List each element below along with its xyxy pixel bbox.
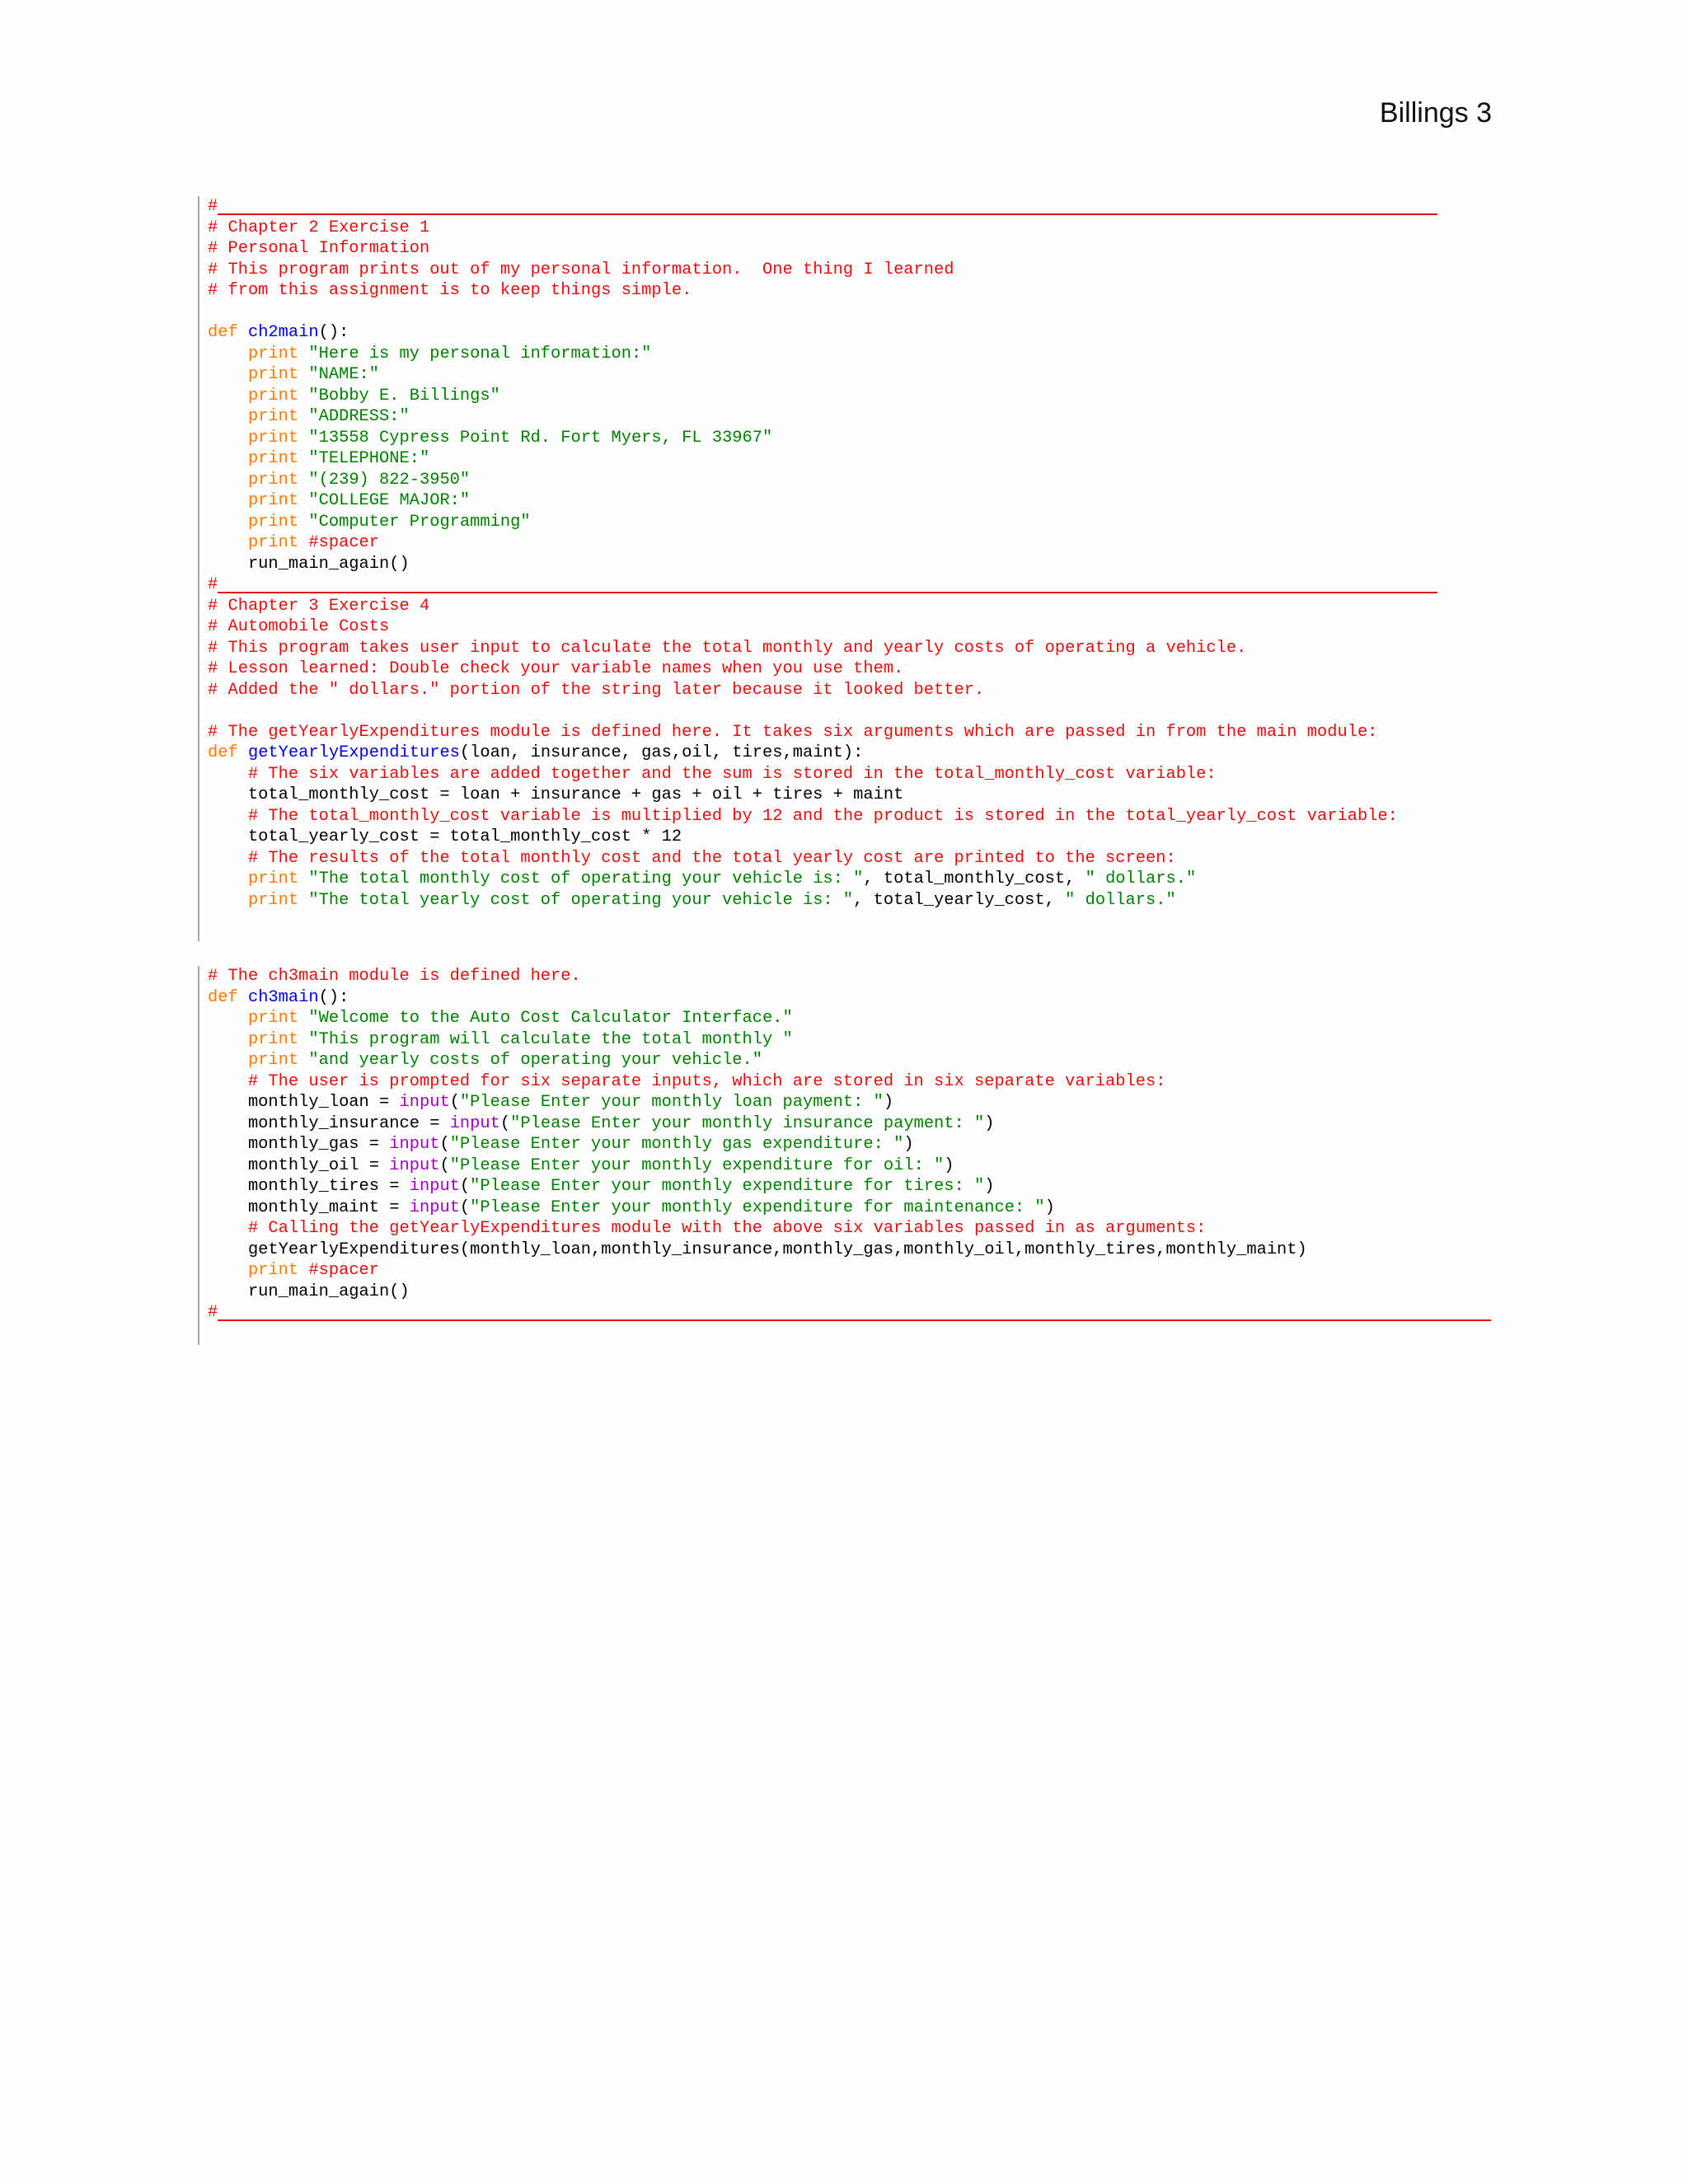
code-line <box>208 280 1485 302</box>
code-token: "TELEPHONE:" <box>308 449 430 468</box>
code-token <box>208 429 248 448</box>
code-token: input <box>389 1135 440 1154</box>
code-line <box>208 638 1485 659</box>
code-token: # <box>208 1303 218 1322</box>
code-line <box>208 616 1485 638</box>
code-token <box>208 344 248 363</box>
code-token: "Please Enter your monthly expenditure for tires: " <box>470 1177 985 1196</box>
code-line <box>208 1113 1485 1135</box>
code-line <box>208 848 1485 869</box>
code-token <box>208 849 248 868</box>
code-token: "The total yearly cost of operating your vehicle is: " <box>308 890 854 910</box>
code-token <box>208 513 248 532</box>
code-token: monthly_loan = <box>208 1093 400 1112</box>
code-line <box>208 701 1485 722</box>
code-line <box>208 869 1485 890</box>
code-token: "Please Enter your monthly insurance payment: " <box>510 1113 985 1133</box>
code-token: (loan, insurance, gas,oil, tires,maint): <box>459 743 864 762</box>
code-token: ( <box>439 1155 450 1175</box>
comment-divider-rule <box>218 592 1437 593</box>
code-line <box>208 218 1485 239</box>
code-token: (): <box>318 987 349 1007</box>
code-token: "The total monthly cost of operating your vehicle is: " <box>308 869 864 888</box>
code-line <box>208 532 1485 554</box>
code-token: input <box>449 1113 500 1133</box>
code-token: monthly_maint = <box>208 1197 410 1217</box>
code-token: run_main_again() <box>208 1282 410 1301</box>
code-token: # The getYearlyExpenditures module is defined here. It takes six arguments which are passed in from the main module: <box>208 722 1378 742</box>
code-line <box>208 470 1485 491</box>
code-line <box>208 596 1485 617</box>
code-token: "Please Enter your monthly loan payment: " <box>459 1093 884 1112</box>
code-line <box>208 1197 1485 1219</box>
code-token: monthly_insurance = <box>208 1113 450 1133</box>
code-token: input <box>389 1155 440 1175</box>
code-token: "Please Enter your monthly expenditure for maintenance: " <box>470 1197 1045 1217</box>
code-line <box>208 322 1485 344</box>
code-token: ch2main <box>247 323 319 342</box>
code-token <box>208 807 248 826</box>
code-token <box>208 765 248 784</box>
code-token: def <box>208 987 248 1007</box>
code-token: ( <box>439 1135 450 1154</box>
code-token: # <box>208 575 218 594</box>
code-token: # The results of the total monthly cost and the total yearly cost are printed to the screen: <box>247 848 1176 868</box>
code-token: ) <box>883 1093 894 1112</box>
code-line <box>208 764 1485 785</box>
code-token: getYearlyExpenditures(monthly_loan,monthly_insurance,monthly_gas,monthly_oil,monthly_tires,monthly_maint) <box>208 1240 1307 1259</box>
code-line <box>208 785 1485 806</box>
code-token <box>208 1219 248 1238</box>
code-token: ) <box>944 1155 954 1175</box>
code-line <box>208 1240 1485 1261</box>
code-line <box>208 1260 1485 1282</box>
code-token: print <box>247 869 309 888</box>
code-line <box>208 680 1485 701</box>
code-token: "(239) 822-3950" <box>308 470 471 490</box>
code-token <box>208 1009 248 1028</box>
code-token: # from this assignment is to keep things simple. <box>208 281 692 300</box>
code-line <box>208 448 1485 470</box>
code-token: print <box>247 890 309 910</box>
code-line <box>208 1176 1485 1197</box>
code-line <box>208 658 1485 680</box>
code-token: print <box>247 386 309 405</box>
code-line <box>208 428 1485 449</box>
code-line <box>208 364 1485 386</box>
code-token: "Here is my personal information:" <box>308 344 652 363</box>
code-block-2 <box>198 966 1485 1345</box>
code-token: # Added the " dollars." portion of the string later because it looked better. <box>208 680 985 700</box>
code-token: "Please Enter your monthly gas expenditure: " <box>449 1135 904 1154</box>
code-token: # The six variables are added together and the sum is stored in the total_monthly_cost variable: <box>247 764 1217 784</box>
code-token: , total_monthly_cost, <box>863 869 1085 888</box>
code-token: print <box>247 470 309 490</box>
code-line <box>208 1218 1485 1240</box>
code-token: # This program takes user input to calculate the total monthly and yearly costs of operating a vehicle. <box>208 638 1247 658</box>
code-token: total_yearly_cost = total_monthly_cost * 12 <box>208 827 682 846</box>
code-line <box>208 1134 1485 1155</box>
code-token <box>208 491 248 510</box>
code-line <box>208 490 1485 512</box>
code-token <box>208 387 248 405</box>
code-token: "NAME:" <box>308 365 380 384</box>
code-token: ) <box>1044 1197 1055 1217</box>
code-token <box>208 471 248 490</box>
code-token: # Personal Information <box>208 239 430 258</box>
code-line <box>208 1092 1485 1113</box>
code-line <box>208 512 1485 533</box>
code-token <box>208 1030 248 1049</box>
code-token <box>208 449 248 468</box>
code-line <box>208 1008 1485 1029</box>
code-line <box>208 1071 1485 1093</box>
code-token: run_main_again() <box>208 554 410 574</box>
code-token: # Automobile Costs <box>208 617 390 636</box>
code-line <box>208 1282 1485 1303</box>
page-header: Billings 3 <box>1379 97 1492 129</box>
code-listing <box>199 196 1485 911</box>
code-block-1 <box>198 196 1485 941</box>
code-line <box>208 260 1485 281</box>
code-token: monthly_oil = <box>208 1155 390 1175</box>
code-token: print <box>247 1051 309 1070</box>
code-token: # Calling the getYearlyExpenditures module with the above six variables passed in as arguments: <box>247 1219 1207 1238</box>
code-token: #spacer <box>308 1261 380 1280</box>
code-token: "Bobby E. Billings" <box>308 386 500 405</box>
code-token: ( <box>499 1113 511 1133</box>
code-token: "13558 Cypress Point Rd. Fort Myers, FL 33967" <box>308 428 773 448</box>
code-token: print <box>247 533 309 552</box>
comment-divider-rule <box>218 213 1437 215</box>
code-line <box>208 987 1485 1009</box>
code-token <box>208 407 248 426</box>
code-token: print <box>247 512 309 532</box>
code-token: " dollars." <box>1085 869 1197 888</box>
code-token: # The ch3main module is defined here. <box>208 967 581 986</box>
code-token: print <box>247 449 309 468</box>
code-token: "This program will calculate the total monthly " <box>308 1029 793 1049</box>
code-token: ) <box>984 1177 995 1196</box>
code-token: " dollars." <box>1065 890 1176 910</box>
code-token: # Chapter 2 Exercise 1 <box>208 218 430 237</box>
code-token: input <box>409 1177 460 1196</box>
code-line <box>208 1050 1485 1071</box>
code-token: , total_yearly_cost, <box>853 890 1066 910</box>
code-line <box>208 743 1485 764</box>
code-line <box>208 890 1485 912</box>
code-token: def <box>208 743 248 762</box>
code-token: input <box>399 1093 450 1112</box>
code-token <box>208 365 248 384</box>
code-token <box>208 1051 248 1070</box>
code-token: print <box>247 1029 309 1049</box>
code-line <box>208 722 1485 743</box>
code-token: "Computer Programming" <box>308 512 531 532</box>
code-token: print <box>247 1261 309 1280</box>
code-token: ch3main <box>247 987 319 1007</box>
code-token <box>208 533 248 552</box>
code-token: "ADDRESS:" <box>308 407 410 426</box>
code-token: monthly_gas = <box>208 1135 390 1154</box>
comment-divider-rule <box>218 1319 1491 1321</box>
code-token: print <box>247 428 309 448</box>
code-token: # This program prints out of my personal information. One thing I learned <box>208 260 954 279</box>
code-token: "and yearly costs of operating your vehicle." <box>308 1051 763 1070</box>
code-token: print <box>247 344 309 363</box>
code-token <box>208 869 248 888</box>
code-token: print <box>247 365 309 384</box>
code-line <box>208 406 1485 428</box>
code-line <box>208 302 1485 323</box>
code-token: # <box>208 197 218 216</box>
code-line <box>208 574 1485 596</box>
code-token: (): <box>318 323 349 342</box>
code-line <box>208 344 1485 365</box>
code-token: "Welcome to the Auto Cost Calculator Interface." <box>308 1009 793 1028</box>
code-token: ( <box>459 1197 471 1217</box>
code-line <box>208 1155 1485 1177</box>
code-token: def <box>208 323 248 342</box>
code-token: # Lesson learned: Double check your variable names when you use them. <box>208 659 904 678</box>
code-token: ) <box>984 1113 995 1133</box>
code-token: monthly_tires = <box>208 1177 410 1196</box>
code-line <box>208 238 1485 260</box>
code-token: total_monthly_cost = loan + insurance + gas + oil + tires + maint <box>208 785 904 804</box>
code-token: "Please Enter your monthly expenditure for oil: " <box>449 1155 945 1175</box>
code-line <box>208 1029 1485 1051</box>
code-token <box>208 1072 248 1091</box>
code-token: # The user is prompted for six separate inputs, which are stored in six separate variables: <box>247 1071 1166 1091</box>
code-token <box>208 1261 248 1280</box>
code-token: ( <box>449 1093 460 1112</box>
code-line <box>208 386 1485 407</box>
code-token: print <box>247 1009 309 1028</box>
code-line <box>208 966 1485 987</box>
code-line <box>208 1302 1485 1324</box>
code-token: #spacer <box>308 533 380 552</box>
code-token: print <box>247 407 309 426</box>
code-token <box>208 891 248 910</box>
code-token: # Chapter 3 Exercise 4 <box>208 596 430 616</box>
code-token: # The total_monthly_cost variable is multiplied by 12 and the product is stored in the total_yearly_cost variable: <box>247 806 1398 826</box>
code-line <box>208 196 1485 218</box>
code-token: getYearlyExpenditures <box>247 743 460 762</box>
code-line <box>208 827 1485 848</box>
code-token: print <box>247 491 309 510</box>
code-token: "COLLEGE MAJOR:" <box>308 491 471 510</box>
code-token: ( <box>459 1177 471 1196</box>
code-line <box>208 806 1485 827</box>
code-line <box>208 554 1485 575</box>
code-token: ) <box>903 1135 914 1154</box>
code-token: input <box>409 1197 460 1217</box>
code-listing <box>199 966 1485 1324</box>
